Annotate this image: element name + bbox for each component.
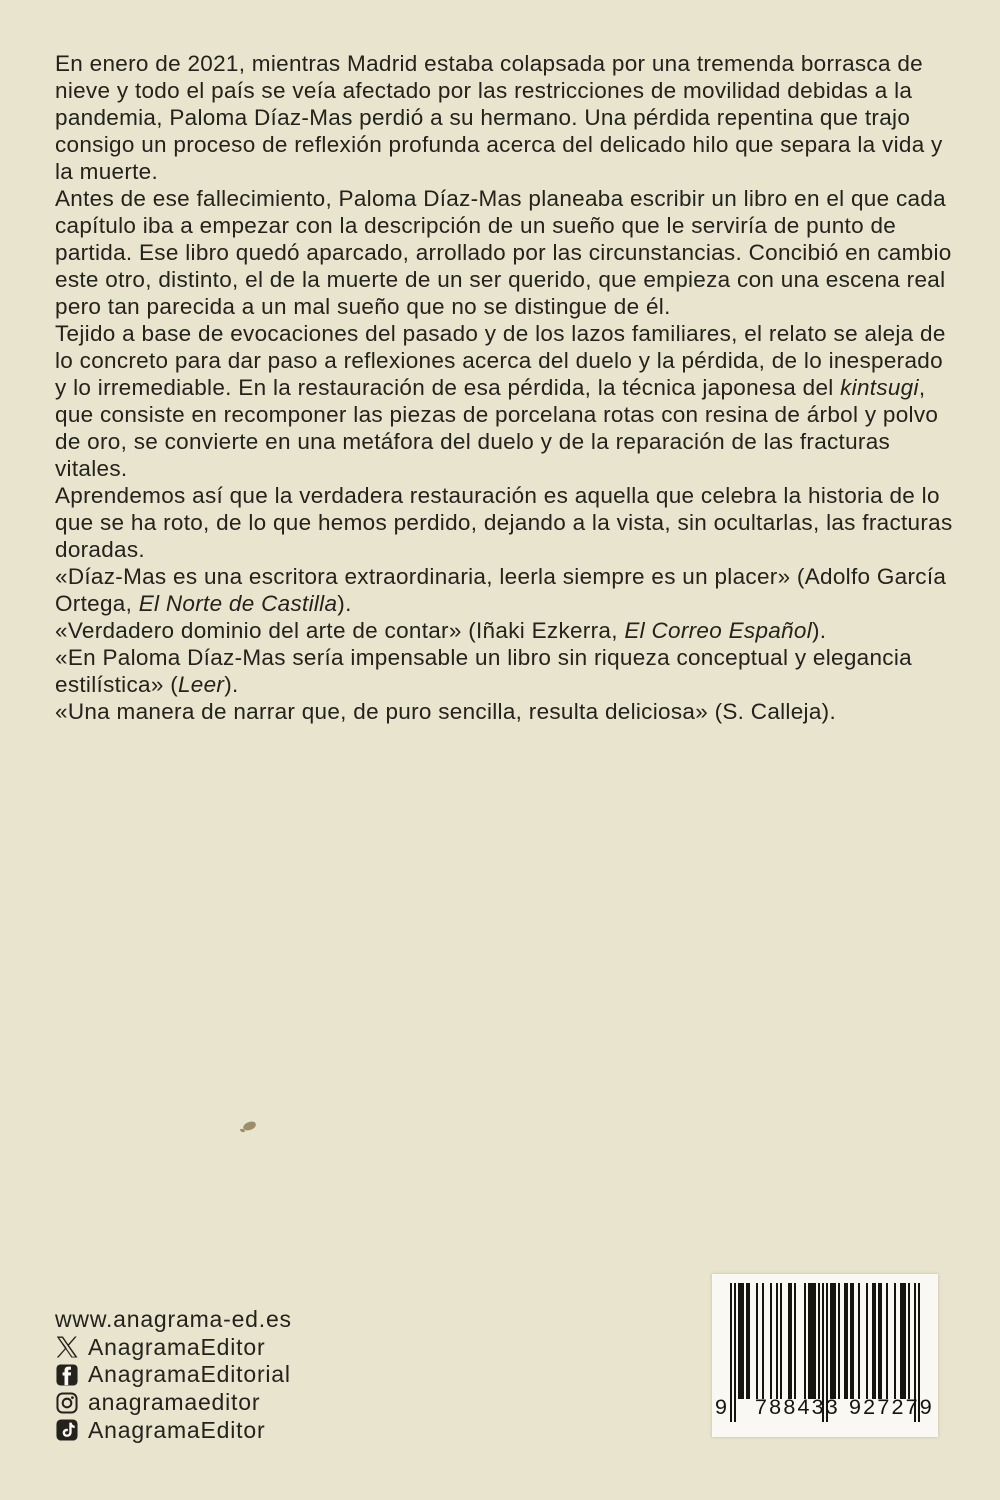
barcode-digit-group: 788433 xyxy=(755,1395,840,1419)
instagram-icon xyxy=(55,1391,79,1415)
synopsis-paragraph: En enero de 2021, mientras Madrid estaba colapsada por una tremenda borrasca de nieve y todo el país se veía afectado por las restricciones de movilidad debidas a la pandemia, Paloma Díaz-Mas perdió a su hermano. Una pérdida repentina que trajo consigo un proceso de reflexión profunda acerca del delicado hilo que separa la vida y la muerte. xyxy=(55,51,943,184)
social-row-instagram xyxy=(55,1389,292,1417)
synopsis-paragraph: Antes de ese fallecimiento, Paloma Díaz-Mas planeaba escribir un libro en el que cada capítulo iba a empezar con la descripción de un sueño que le serviría de punto de partida. Ese libro quedó aparcado, arrollado por las circunstancias. Concibió en cambio este otro, distinto, el de la muerte de un ser querido, que empieza con una escena real pero tan parecida a un mal sueño que no se distingue de él. xyxy=(55,186,952,319)
press-quote: «Verdadero dominio del arte de contar» (Iñaki Ezkerra, El Correo Español). xyxy=(55,618,827,643)
barcode-label xyxy=(712,1274,938,1437)
social-row-x xyxy=(55,1334,292,1362)
social-handle: anagramaeditor xyxy=(88,1389,261,1416)
publisher-links xyxy=(55,1306,292,1444)
barcode-digit-group: 9 xyxy=(715,1395,727,1419)
social-handle: AnagramaEditorial xyxy=(88,1361,291,1388)
facebook-icon xyxy=(55,1363,79,1387)
tiktok-icon xyxy=(55,1418,79,1442)
social-handle: AnagramaEditor xyxy=(88,1333,266,1360)
website-url: www.anagrama-ed.es xyxy=(55,1306,292,1333)
social-row-tiktok xyxy=(55,1416,292,1444)
barcode-digit-group: 927279 xyxy=(849,1395,934,1419)
x-logo-icon xyxy=(55,1335,79,1359)
synopsis-paragraph: Tejido a base de evocaciones del pasado y de los lazos familiares, el relato se aleja de lo concreto para dar paso a reflexiones acerca del duelo y la pérdida, de lo inesperado y lo irremediable. En la restauración de esa pérdida, la técnica japonesa del kintsugi, que consiste en recomponer las piezas de porcelana rotas con resina de árbol y polvo de oro, se convierte en una metáfora del duelo y de la reparación de las fracturas vitales. xyxy=(55,321,946,481)
synopsis-paragraph: Aprendemos así que la verdadera restauración es aquella que celebra la historia de lo que se ha roto, de lo que hemos perdido, dejando a la vista, sin ocultarlas, las fracturas doradas. xyxy=(55,483,953,562)
press-quote: «En Paloma Díaz-Mas sería impensable un libro sin riqueza conceptual y elegancia estilística» (Leer). xyxy=(55,645,912,697)
synopsis-text xyxy=(55,50,957,725)
press-quote: «Una manera de narrar que, de puro sencilla, resulta deliciosa» (S. Calleja). xyxy=(55,699,837,724)
paper-speck xyxy=(240,1128,246,1133)
website-row xyxy=(55,1306,292,1334)
press-quote: «Díaz-Mas es una escritora extraordinaria, leerla siempre es un placer» (Adolfo García Ortega, El Norte de Castilla). xyxy=(55,564,947,616)
social-handle: AnagramaEditor xyxy=(88,1416,266,1443)
social-row-facebook xyxy=(55,1361,292,1389)
